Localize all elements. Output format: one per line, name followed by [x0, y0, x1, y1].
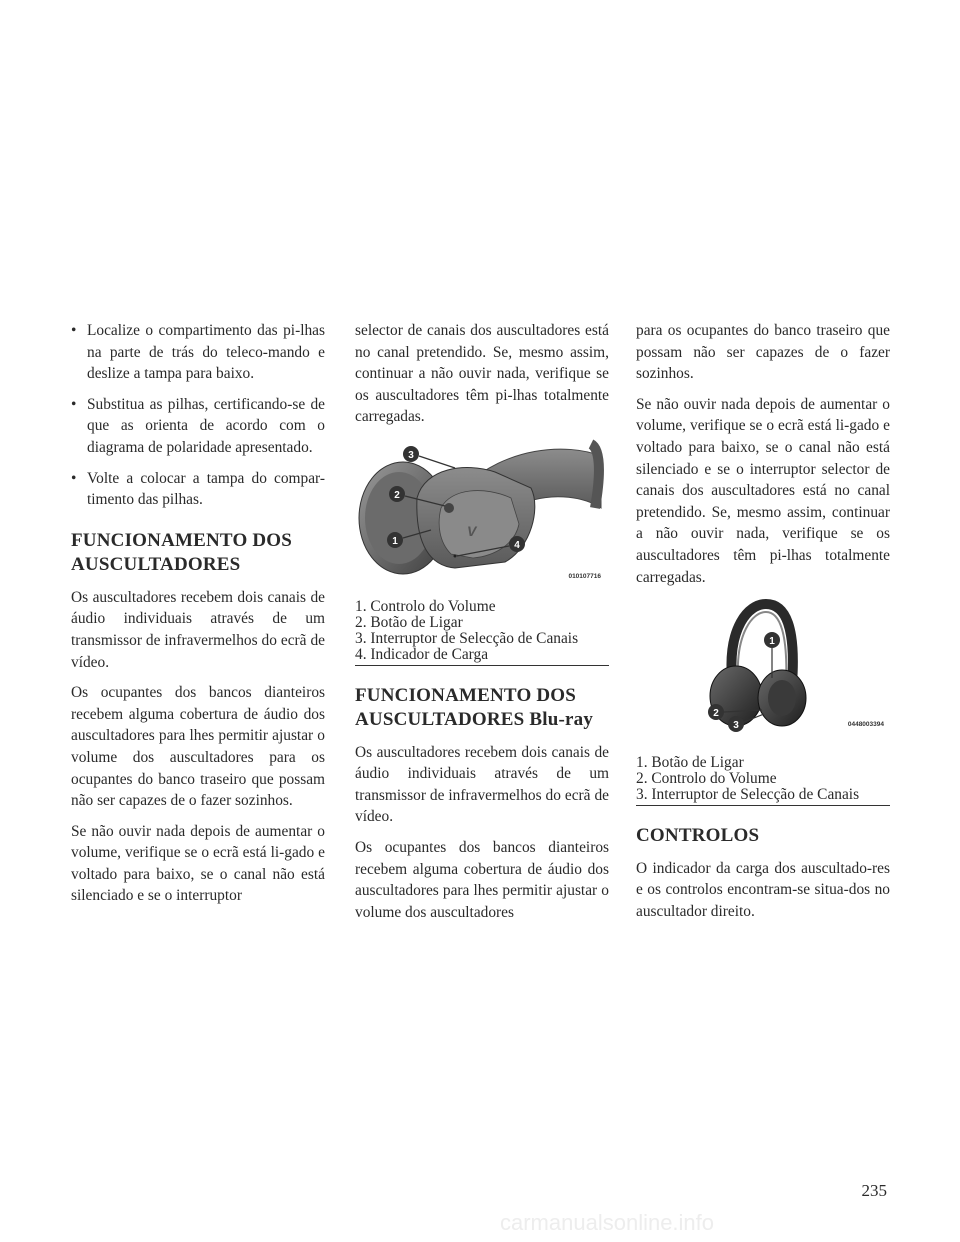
figure-code: 0448003394	[847, 721, 884, 729]
callout-1: 1	[392, 535, 398, 547]
caption-line: 4. Indicador de Carga	[355, 645, 489, 663]
paragraph: Se não ouvir nada depois de aumentar o volume, verifique se o ecrã está li-gado e voltado para baixo, se o canal não está silenciado e se o interruptor	[71, 822, 325, 905]
list-item: • Substitua as pilhas, certificando-se de que as orienta de acordo com o diagrama de polaridade apresentado.	[71, 394, 325, 459]
headphones-figure	[355, 438, 609, 587]
paragraph: Os ocupantes dos bancos dianteiros recebem alguma cobertura de áudio dos auscultadores para lhes permitir ajustar o volume dos auscultadores	[355, 838, 609, 921]
figure-code: 010107716	[568, 572, 601, 580]
section-heading: FUNCIONAMENTO DOS AUSCULTADORES	[71, 529, 293, 575]
paragraph: Os ocupantes dos bancos dianteiros recebem alguma cobertura de áudio dos auscultadores para lhes permitir ajustar o volume dos auscultadores para os ocupantes do banco traseiro que possam não ser capazes de o fazer sozinhos.	[71, 684, 325, 810]
page-number: 235	[861, 1181, 887, 1200]
paragraph: para os ocupantes do banco traseiro que possam não ser capazes de o fazer sozinhos.	[636, 322, 890, 383]
section-heading: FUNCIONAMENTO DOS AUSCULTADORES Blu-ray	[355, 684, 594, 730]
paragraph: O indicador da carga dos auscultado-res e os controlos encontram-se situa-dos no auscultador direito.	[636, 859, 890, 920]
caption-line: 3. Interruptor de Selecção de Canais	[355, 629, 579, 647]
instruction-list	[71, 320, 325, 511]
headphones-illustration	[355, 438, 605, 580]
section-heading: CONTROLOS	[636, 824, 760, 846]
figure-caption	[355, 599, 609, 666]
callout-4: 4	[514, 539, 520, 551]
list-item: • Volte a colocar a tampa do compar-timento das pilhas.	[71, 468, 325, 511]
headphones-illustration	[636, 598, 886, 736]
caption-line: 3. Interruptor de Selecção de Canais	[636, 785, 860, 803]
column-2	[355, 320, 609, 932]
paragraph: selector de canais dos auscultadores está no canal pretendido. Se, mesmo assim, continuar a não ouvir nada, verifique se os auscultadores têm pi-lhas totalmente carregadas.	[355, 322, 609, 426]
caption-line: 2. Botão de Ligar	[355, 613, 463, 631]
watermark: carmanualsonline.info	[500, 1210, 715, 1235]
callout-2: 2	[713, 708, 719, 720]
figure-caption	[636, 755, 890, 806]
callout-3: 3	[408, 449, 414, 461]
paragraph: Os auscultadores recebem dois canais de áudio individuais através de um transmissor de infravermelhos do ecrã de vídeo.	[71, 588, 325, 671]
svg-text:V: V	[467, 522, 477, 539]
caption-line: 1. Botão de Ligar	[636, 753, 744, 771]
caption-line: 1. Controlo do Volume	[355, 597, 496, 615]
paragraph: Se não ouvir nada depois de aumentar o volume, verifique se o ecrã está li-gado e voltado para baixo, se o canal não está silenciado e se o interruptor selector de canais dos auscultadores está no canal pretendido. Se, mesmo assim, continuar a não ouvir nada, verifique se os auscultadores têm pi-lhas totalmente carregadas.	[636, 395, 890, 586]
list-item: • Localize o compartimento das pi-lhas na parte de trás do teleco-mando e deslize a tampa para baixo.	[71, 320, 325, 385]
headphones-figure	[636, 598, 890, 743]
column-3	[636, 320, 890, 932]
callout-3: 3	[733, 720, 739, 732]
column-1	[71, 320, 325, 916]
paragraph: Os auscultadores recebem dois canais de áudio individuais através de um transmissor de infravermelhos do ecrã de vídeo.	[355, 743, 609, 826]
callout-1: 1	[769, 636, 775, 648]
caption-line: 2. Controlo do Volume	[636, 769, 777, 787]
callout-2: 2	[394, 489, 400, 501]
